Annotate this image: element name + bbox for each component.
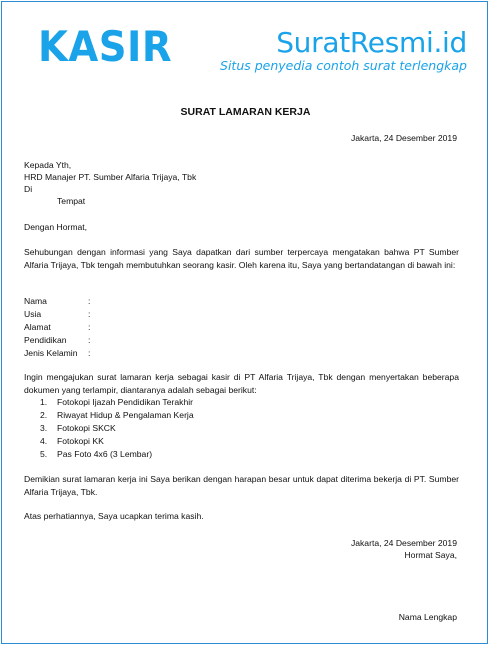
recipient-line-2: HRD Manajer PT. Sumber Alfaria Trijaya, Tbk [24,172,197,182]
field-label-alamat: Alamat [24,322,51,332]
attachment-number: 2. [40,410,48,420]
date-top: Jakarta, 24 Desember 2019 [350,133,457,143]
body-paragraph: Ingin mengajukan surat lamaran kerja sebagai kasir di PT Alfaria Trijaya, Tbk dengan menyertakan beberapa dokumen yang terlampir, diantaranya adalah sebagai berikut: [24,372,459,395]
date-bottom: Jakarta, 24 Desember 2019 [350,538,457,548]
brand-name: SuratResmi.id [276,26,467,59]
signature-name: Nama Lengkap [398,612,457,622]
attachment-item: Riwayat Hidup & Pengalaman Kerja [57,410,194,420]
field-value-alamat: : [88,322,91,332]
field-label-jenis-kelamin: Jenis Kelamin [24,348,78,358]
field-value-jenis-kelamin: : [88,348,91,358]
field-label-usia: Usia [24,309,42,319]
field-value-usia: : [88,309,91,319]
closing-thanks: Atas perhatiannya, Saya ucapkan terima kasih. [24,511,204,521]
recipient-line-1: Kepada Yth, [24,160,72,170]
letter-title: SURAT LAMARAN KERJA [180,106,311,118]
sign-off: Hormat Saya, [404,550,457,560]
attachment-number: 4. [40,436,48,446]
recipient-line-3: Di [24,184,33,194]
attachment-item: Fotokopi SKCK [57,423,116,433]
attachment-item: Fotokopi KK [57,436,104,446]
recipient-line-4: Tempat [57,196,86,206]
intro-paragraph: Sehubungan dengan informasi yang Saya dapatkan dari sumber terpercaya mengatakan bahwa PT Sumber Alfaria Trijaya, Tbk tengah membutuhkan seorang kasir. Oleh karena itu, Saya yang bertandatangan di bawah ini: [24,247,459,270]
attachment-number: 5. [40,449,48,459]
closing-paragraph: Demikian surat lamaran kerja ini Saya berikan dengan harapan besar untuk dapat diterima bekerja di PT. Sumber Alfaria Trijaya, Tbk. [24,474,459,497]
attachment-item: Pas Foto 4x6 (3 Lembar) [57,449,153,459]
greeting: Dengan Hormat, [24,222,88,232]
field-value-pendidikan: : [88,335,91,345]
logo-kasir: KASIR [38,22,173,71]
attachment-item: Fotokopi Ijazah Pendidikan Terakhir [57,397,193,407]
field-value-nama: : [88,296,91,306]
attachment-number: 1. [40,397,48,407]
brand-tagline: Situs penyedia contoh surat terlengkap [220,58,467,73]
field-label-nama: Nama [24,296,47,306]
field-label-pendidikan: Pendidikan [24,335,67,345]
attachment-number: 3. [40,423,48,433]
